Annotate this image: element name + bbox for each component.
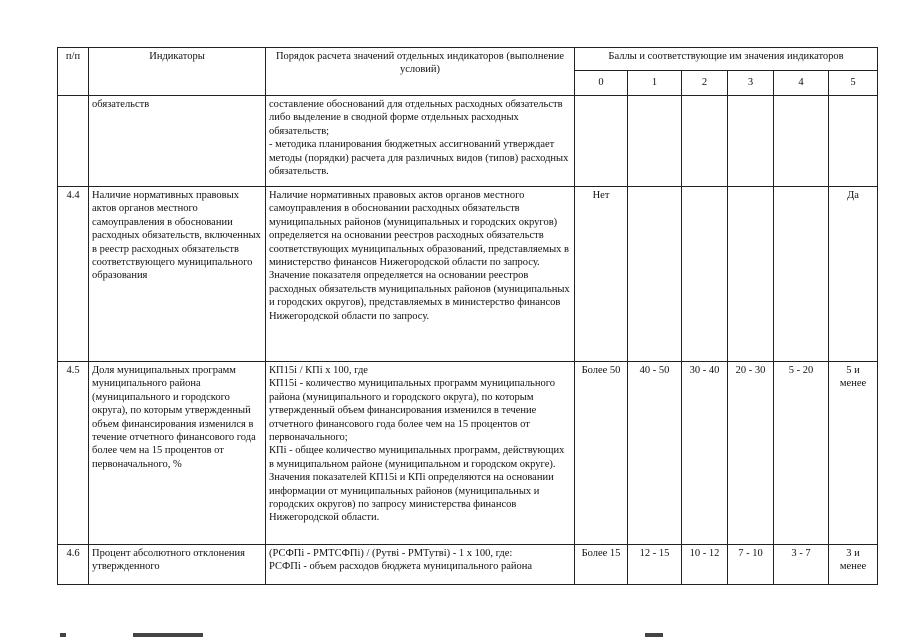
row-score-1 — [628, 187, 682, 362]
row-score-3 — [728, 96, 774, 187]
row-num — [58, 96, 89, 187]
row-indicator: Доля муниципальных программ муниципального района (муниципального и городского округа), по которым утвержденный объем финансирования изменился в течение отчетного финансового года более чем на 15 процентов от первоначального, % — [89, 362, 266, 545]
col-header-scores-title: Баллы и соответствующие им значения индикаторов — [575, 48, 878, 71]
row-indicator: Процент абсолютного отклонения утвержденного — [89, 545, 266, 585]
row-score-4 — [774, 187, 829, 362]
row-score-0: Нет — [575, 187, 628, 362]
row-indicator: обязательств — [89, 96, 266, 187]
row-num: 4.5 — [58, 362, 89, 545]
row-score-0: Более 50 — [575, 362, 628, 545]
col-header-num: п/п — [58, 48, 89, 96]
row-score-5: 5 и менее — [829, 362, 878, 545]
header-row — [58, 48, 878, 71]
row-score-4: 5 - 20 — [774, 362, 829, 545]
row-score-5: 3 и менее — [829, 545, 878, 585]
row-score-1: 12 - 15 — [628, 545, 682, 585]
row-score-2: 10 - 12 — [682, 545, 728, 585]
row-num: 4.6 — [58, 545, 89, 585]
score-header-4: 4 — [774, 71, 829, 96]
table-row — [58, 96, 878, 187]
row-score-1 — [628, 96, 682, 187]
row-score-1: 40 - 50 — [628, 362, 682, 545]
row-procedure: Наличие нормативных правовых актов органов местного самоуправления в обосновании расходных обязательств муниципальных районов (муниципальных и городских округов) определяется на основании реестров расходных обязательств соответствующих муниципальных образований, представляемых в министерство финансов Нижегородской области по запросу. Значение показателя определяется на основании реестров расходных обязательств муниципальных районов (муниципальных и городских округов), представляемых в министерство финансов Нижегородской области по запросу. — [266, 187, 575, 362]
scan-artifact-bar — [133, 633, 203, 637]
row-procedure: КП15i / КПi х 100, где КП15i - количество муниципальных программ муниципального района (муниципального и городского округа), по которым утвержденный объем финансирования изменился в течение отчетного финансового года более чем на 15 процентов от первоначального; КПi - общее количество муниципальных программ, действующих в муниципальном районе (муниципальном и городском округе). Значения показателей КП15i и КПi определяются на основании информации от муниципальных районов (муниципальных и городских округов) по запросу министерства финансов Нижегородской области. — [266, 362, 575, 545]
row-procedure: (РСФПi - РМТСФПi) / (Рутвi - РМТутвi) - 1 х 100, где: РСФПi - объем расходов бюджета муниципального района — [266, 545, 575, 585]
row-score-5 — [829, 96, 878, 187]
table-row — [58, 362, 878, 545]
score-header-3: 3 — [728, 71, 774, 96]
score-header-1: 1 — [628, 71, 682, 96]
table-row — [58, 187, 878, 362]
row-procedure: составление обоснований для отдельных расходных обязательств либо выделение в сводной форме отдельных расходных обязательств; - методика планирования бюджетных ассигнований утверждает методы (порядки) расчета для различных видов (типов) расходных обязательств. — [266, 96, 575, 187]
score-header-0: 0 — [575, 71, 628, 96]
row-score-3 — [728, 187, 774, 362]
col-header-procedure: Порядок расчета значений отдельных индикаторов (выполнение условий) — [266, 48, 575, 96]
row-score-2 — [682, 96, 728, 187]
row-score-5: Да — [829, 187, 878, 362]
score-header-2: 2 — [682, 71, 728, 96]
row-score-4 — [774, 96, 829, 187]
row-score-0 — [575, 96, 628, 187]
col-header-indicators: Индикаторы — [89, 48, 266, 96]
row-score-3: 20 - 30 — [728, 362, 774, 545]
row-score-3: 7 - 10 — [728, 545, 774, 585]
row-score-2: 30 - 40 — [682, 362, 728, 545]
table-row — [58, 545, 878, 585]
row-score-4: 3 - 7 — [774, 545, 829, 585]
scan-artifact-mark — [60, 633, 66, 637]
row-score-0: Более 15 — [575, 545, 628, 585]
score-header-5: 5 — [829, 71, 878, 96]
indicators-table — [57, 47, 878, 585]
row-score-2 — [682, 187, 728, 362]
row-indicator: Наличие нормативных правовых актов органов местного самоуправления в обосновании расходных обязательств, включенных в реестр расходных обязательств соответствующего муниципального образования — [89, 187, 266, 362]
scan-artifact-mark — [645, 633, 663, 637]
row-num: 4.4 — [58, 187, 89, 362]
